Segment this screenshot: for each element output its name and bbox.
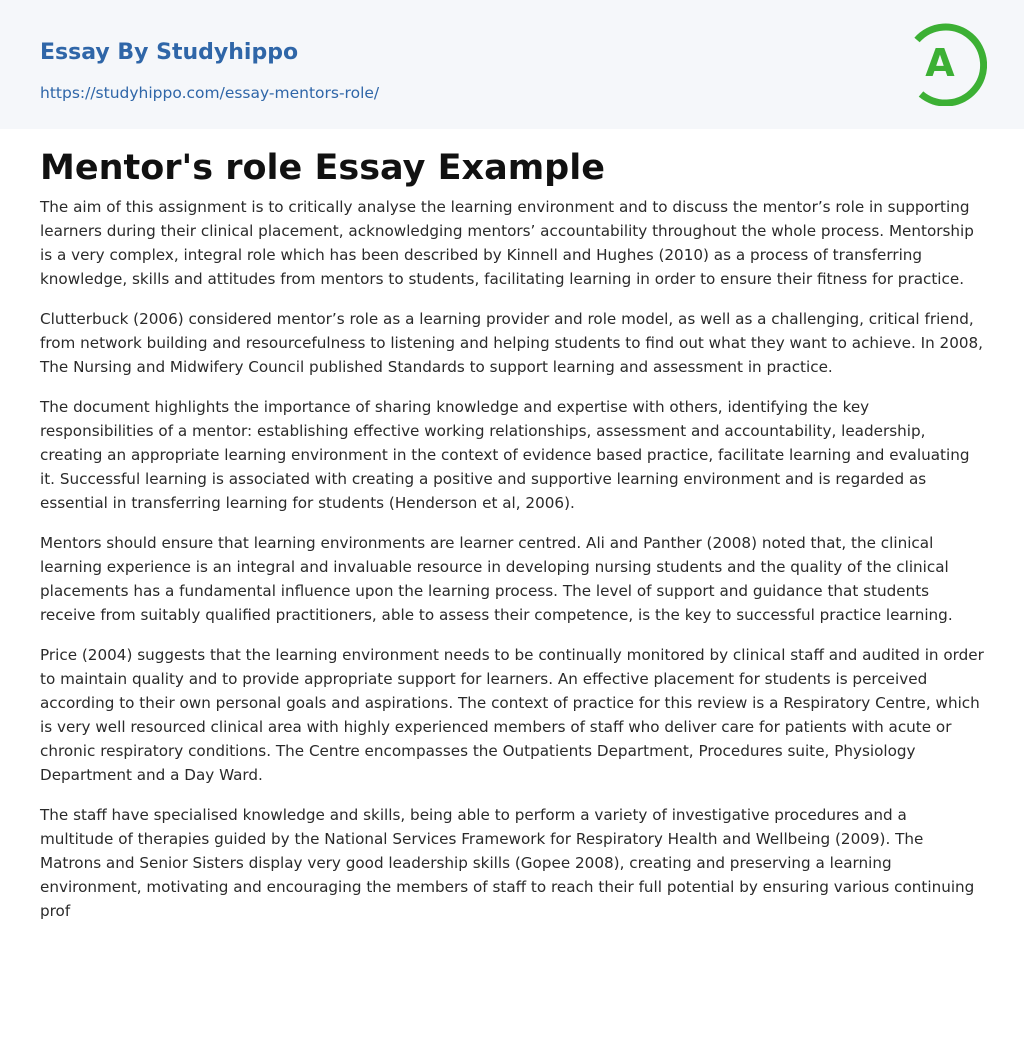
essay-paragraph: Clutterbuck (2006) considered mentor’s role as a learning provider and role model, as well as a challenging, critical friend, from network building and resourcefulness to listening and helping students to find out what they want to achieve. In 2008, The Nursing and Midwifery Council published Standards to support learning and assessment in practice. — [40, 310, 984, 376]
page-title: Mentor's role Essay Example — [40, 148, 605, 188]
essay-paragraph: The document highlights the importance of sharing knowledge and expertise with others, identifying the key responsibilities of a mentor: establishing effective working relationships, assessment and accountability, leadership, creating an appropriate learning environment in the context of evidence based practice, facilitate learning and evaluating it. Successful learning is associated with creating a positive and supportive learning environment and is regarded as essential in transferring learning for students (Henderson et al, 2006). — [40, 398, 970, 512]
site-brand[interactable]: Essay By Studyhippo — [40, 40, 299, 65]
site-header — [0, 0, 1024, 129]
logo-letter: A — [925, 41, 955, 85]
essay-content — [0, 129, 1024, 923]
essay-paragraph: Price (2004) suggests that the learning environment needs to be continually monitored by clinical staff and audited in order to maintain quality and to provide appropriate support for learners. An effective placement for students is perceived according to their own personal goals and aspirations. The context of practice for this review is a Respiratory Centre, which is very well resourced clinical area with highly experienced members of staff who deliver care for patients with acute or chronic respiratory conditions. The Centre encompasses the Outpatients Department, Procedures suite, Physiology Department and a Day Ward. — [40, 646, 984, 784]
essay-paragraph: The staff have specialised knowledge and skills, being able to perform a variety of investigative procedures and a multitude of therapies guided by the National Services Framework for Respiratory Health and Wellbeing (2009). The Matrons and Senior Sisters display very good leadership skills (Gopee 2008), creating and preserving a learning environment, motivating and encouraging the members of staff to reach their full potential by ensuring various continuing prof — [40, 806, 975, 920]
studyhippo-logo-icon[interactable] — [909, 18, 987, 106]
essay-paragraph: The aim of this assignment is to critically analyse the learning environment and to discuss the mentor’s role in supporting learners during their clinical placement, acknowledging mentors’ accountability throughout the whole process. Mentorship is a very complex, integral role which has been described by Kinnell and Hughes (2010) as a process of transferring knowledge, skills and attitudes from mentors to students, facilitating learning in order to ensure their fitness for practice. — [40, 198, 974, 288]
essay-paragraph: Mentors should ensure that learning environments are learner centred. Ali and Panther (2008) noted that, the clinical learning experience is an integral and invaluable resource in developing nursing students and the quality of the clinical placements has a fundamental influence upon the learning process. The level of support and guidance that students receive from suitably qualified practitioners, able to assess their competence, is the key to successful practice learning. — [40, 534, 953, 624]
essay-url-link[interactable]: https://studyhippo.com/essay-mentors-role/ — [40, 84, 380, 102]
